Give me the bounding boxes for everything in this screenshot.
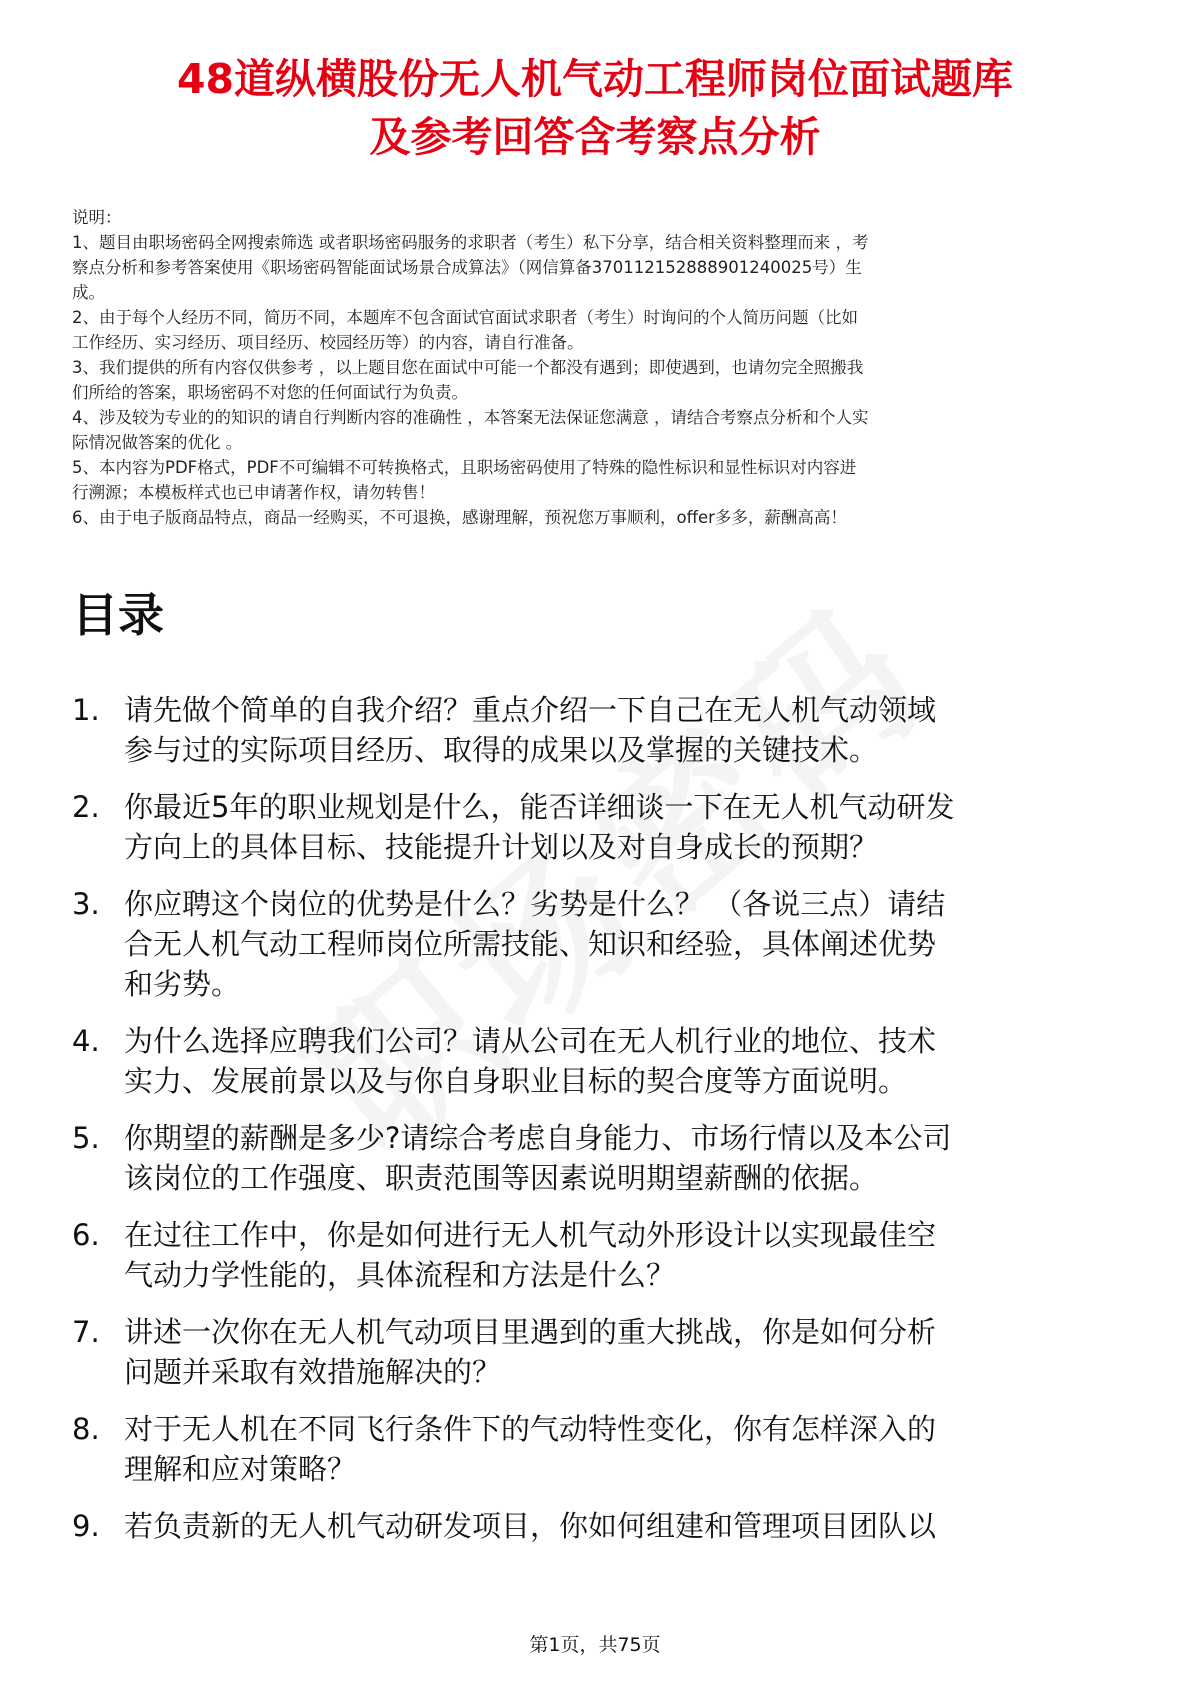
- document-title: [60, 50, 1130, 166]
- toc-item-text: [124, 1409, 1132, 1489]
- toc-item-line: 问题并采取有效措施解决的？: [124, 1355, 502, 1389]
- toc-item-line: 对于无人机在不同飞行条件下的气动特性变化，你有怎样深入的: [124, 1412, 937, 1446]
- toc-item-number: 6.: [72, 1218, 100, 1252]
- note-line: 们所给的答案，职场密码不对您的任何面试行为负责。: [72, 383, 468, 402]
- toc-item-line: 在过往工作中，你是如何进行无人机气动外形设计以实现最佳空: [124, 1218, 937, 1252]
- toc-item[interactable]: [72, 1506, 1132, 1546]
- toc-item-number: 7.: [72, 1315, 100, 1349]
- page-footer: 第1页，共75页: [529, 1634, 661, 1656]
- toc-item-number: 1.: [72, 693, 100, 727]
- note-line: 工作经历、实习经历、项目经历、校园经历等）的内容，请自行准备。: [72, 333, 584, 352]
- toc-item-line: 方向上的具体目标、技能提升计划以及对自身成长的预期？: [124, 830, 879, 864]
- note-line: 1、题目由职场密码全网搜索筛选 或者职场密码服务的求职者（考生）私下分享，结合相关资料整理而来 ，考: [72, 233, 869, 252]
- toc-item-text: [124, 884, 1132, 1004]
- toc-item-line: 你应聘这个岗位的优势是什么？劣势是什么？ （各说三点）请结: [124, 887, 946, 921]
- notes-heading: 说明：: [72, 208, 122, 227]
- toc-item-number: 2.: [72, 790, 100, 824]
- toc-item-text: [124, 1215, 1132, 1295]
- toc-item-line: 实力、发展前景以及与你自身职业目标的契合度等方面说明。: [124, 1064, 908, 1098]
- toc-item-number: 9.: [72, 1509, 100, 1543]
- toc-item-line: 你最近5年的职业规划是什么，能否详细谈一下在无人机气动研发: [124, 790, 955, 824]
- toc-item[interactable]: [72, 1312, 1132, 1392]
- toc-item-text: [124, 690, 1132, 770]
- instructions-block: [72, 205, 1112, 530]
- toc-item[interactable]: [72, 1215, 1132, 1295]
- toc-item-line: 讲述一次你在无人机气动项目里遇到的重大挑战，你是如何分析: [124, 1315, 937, 1349]
- toc-item-number: 8.: [72, 1412, 100, 1446]
- toc-item-text: [124, 787, 1132, 867]
- toc-item[interactable]: [72, 884, 1132, 1004]
- toc-item[interactable]: [72, 1021, 1132, 1101]
- toc-item-line: 理解和应对策略？: [124, 1452, 357, 1486]
- toc-item[interactable]: [72, 787, 1132, 867]
- toc-item[interactable]: [72, 1118, 1132, 1198]
- note-line: 察点分析和参考答案使用《职场密码智能面试场景合成算法》（网信算备370112152888901240025号）生: [72, 258, 862, 277]
- toc-item-text: [124, 1506, 1132, 1546]
- toc-heading: 目录: [72, 588, 164, 642]
- toc-item-line: 合无人机气动工程师岗位所需技能、知识和经验，具体阐述优势: [124, 927, 937, 961]
- toc-item-text: [124, 1021, 1132, 1101]
- toc-item[interactable]: [72, 690, 1132, 770]
- toc-item-line: 参与过的实际项目经历、取得的成果以及掌握的关键技术。: [124, 733, 879, 767]
- toc-item-line: 气动力学性能的，具体流程和方法是什么？: [124, 1258, 676, 1292]
- toc-item-text: [124, 1118, 1132, 1198]
- toc-item-text: [124, 1312, 1132, 1392]
- toc-item-line: 该岗位的工作强度、职责范围等因素说明期望薪酬的依据。: [124, 1161, 879, 1195]
- note-line: 行溯源；本模板样式也已申请著作权，请勿转售！: [72, 483, 435, 502]
- note-line: 5、本内容为PDF格式，PDF不可编辑不可转换格式，且职场密码使用了特殊的隐性标识和显性标识对内容进: [72, 458, 857, 477]
- note-line: 4、涉及较为专业的的知识的请自行判断内容的准确性 ，本答案无法保证您满意 ，请结合考察点分析和个人实: [72, 408, 869, 427]
- title-line-1: 48道纵横股份无人机气动工程师岗位面试题库: [176, 55, 1014, 103]
- toc-item-number: 3.: [72, 887, 100, 921]
- toc-item-number: 4.: [72, 1024, 100, 1058]
- toc-item[interactable]: [72, 1409, 1132, 1489]
- toc-item-line: 请先做个简单的自我介绍？重点介绍一下自己在无人机气动领域: [124, 693, 937, 727]
- note-line: 6、由于电子版商品特点，商品一经购买，不可退换，感谢理解，预祝您万事顺利，offer多多，薪酬高高！: [72, 508, 847, 527]
- toc-item-line: 和劣势。: [124, 967, 241, 1001]
- toc-item-line: 若负责新的无人机气动研发项目，你如何组建和管理项目团队以: [124, 1509, 937, 1543]
- note-line: 际情况做答案的优化 。: [72, 433, 243, 452]
- title-line-2: 及参考回答含考察点分析: [369, 113, 821, 161]
- toc-item-line: 你期望的薪酬是多少?请综合考虑自身能力、市场行情以及本公司: [124, 1121, 952, 1155]
- toc-list: [72, 690, 1132, 1563]
- note-line: 2、由于每个人经历不同，简历不同，本题库不包含面试官面试求职者（考生）时询问的个人简历问题（比如: [72, 308, 858, 327]
- note-line: 成。: [72, 283, 105, 302]
- toc-item-line: 为什么选择应聘我们公司？请从公司在无人机行业的地位、技术: [124, 1024, 937, 1058]
- toc-item-number: 5.: [72, 1121, 100, 1155]
- note-line: 3、我们提供的所有内容仅供参考 ，以上题目您在面试中可能一个都没有遇到；即使遇到，也请勿完全照搬我: [72, 358, 864, 377]
